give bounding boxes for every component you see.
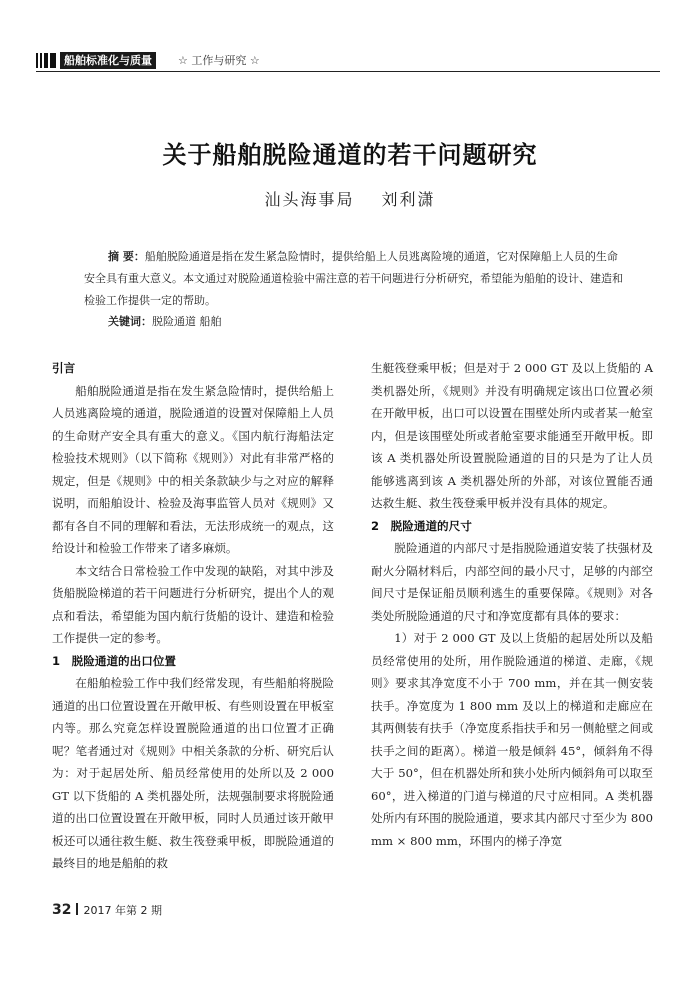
paragraph: 在船舶检验工作中我们经常发现，有些船舶将脱险通道的出口位置设置在开敞甲板、有些则设置在甲板室内等。那么究竟怎样设置脱险通道的出口位置才正确呢？笔者通过对《规则》中相关条款的分析、研究后认为：对于起居处所、船员经常使用的处所以及 2 000 GT 以下货船的 A 类机器处所，法规强制要求将脱险通道的出口位置设置在开敞甲板，同时人员通过该开敞甲板还可以通往救生艇、救生筏登乘甲板，即脱险通道的最终目的地是船舶的救 [52,676,334,870]
issue-label: 2017 年第 2 期 [83,904,162,917]
left-column [52,357,334,875]
page-number: 32 [52,902,72,918]
right-column [371,357,653,852]
header-rule [36,71,660,72]
journal-name: 船舶标准化与质量 [60,52,156,69]
keywords [108,311,222,333]
heading-section-1: 1 脱险通道的出口位置 [52,653,177,668]
running-header [36,50,660,72]
abstract [84,246,624,312]
paragraph: 1）对于 2 000 GT 及以上货船的起居处所以及船员经常使用的处所，用作脱险通道的梯道、走廊，《规则》要求其净宽度不小于 700 mm，并在其一侧安装扶手。净宽度为 1 800 mm 及以上的梯道和走廊应在其两侧装有扶手（净宽度系指扶手和另一侧舱壁之间或扶手之间的距离）。梯道一般是倾斜 45°，倾斜角不得大于 50°，但在机器处所和狭小处所内倾斜角可以取至 60°，进入梯道的门道与梯道的尺寸应相同。A 类机器处所内有环围的脱险通道，要求其内部尺寸至少为 800 mm × 800 mm，环围内的梯子净宽 [371,631,653,848]
footer-divider [76,903,78,915]
header-bars-decoration [36,53,58,68]
section-name: ☆ 工作与研究 ☆ [178,54,260,67]
keywords-text: 脱险通道 船舶 [152,315,222,328]
abstract-text: 船舶脱险通道是指在发生紧急险情时，提供给船上人员逃离险境的通道，它对保障船上人员的生命安全具有重大意义。本文通过对脱险通道检验中需注意的若干问题进行分析研究，希望能为船舶的设计、建造和检验工作提供一定的帮助。 [84,250,623,307]
paragraph: 脱险通道的内部尺寸是指脱险通道安装了扶强材及耐火分隔材料后，内部空间的最小尺寸，足够的内部空间尺寸是保证船员顺利逃生的重要保障。《规则》对各类处所脱险通道的尺寸和净宽度都有具体的要求： [371,541,653,623]
article-authors [0,187,700,210]
abstract-body [84,246,624,312]
abstract-label: 摘 要： [108,250,145,263]
page-footer [52,902,162,918]
paragraph: 本文结合日常检验工作中发现的缺陷，对其中涉及货船脱险梯道的若干问题进行分析研究，提出个人的观点和看法，希望能为国内航行货船的设计、建造和检验工作提供一定的参考。 [52,563,334,645]
author-affiliation: 汕头海事局 [264,190,355,209]
keywords-label: 关键词： [108,315,152,328]
heading-section-2: 2 脱险通道的尺寸 [371,518,472,533]
paragraph: 船舶脱险通道是指在发生紧急险情时，提供给船上人员逃离险境的通道，脱险通道的设置对保障船上人员的生命财产安全具有重大的意义。《国内航行海船法定检验技术规则》（以下简称《规则》）对此有非常严格的规定，但是《规则》中的相关条款缺少与之对应的解释说明，而船舶设计、检验及海事监管人员对《规则》又都有各自不同的理解和看法，无法形成统一的观点，这给设计和检验工作带来了诸多麻烦。 [52,383,334,555]
heading-intro: 引言 [52,361,76,375]
author-name: 刘利潇 [381,190,436,209]
article-title: 关于船舶脱险通道的若干问题研究 [162,141,538,169]
paragraph: 生艇筏登乘甲板；但是对于 2 000 GT 及以上货船的 A 类机器处所，《规则》并没有明确规定该出口位置必须在开敞甲板，出口可以设置在围壁处所内或者某一舱室内，但是该围壁处所或者舱室要求能通至开敞甲板。即该 A 类机器处所设置脱险通道的目的只是为了让人员能够逃离到该 A 类机器处所的外部，对该位置能否通达救生艇、救生筏登乘甲板并没有具体的规定。 [371,361,653,510]
